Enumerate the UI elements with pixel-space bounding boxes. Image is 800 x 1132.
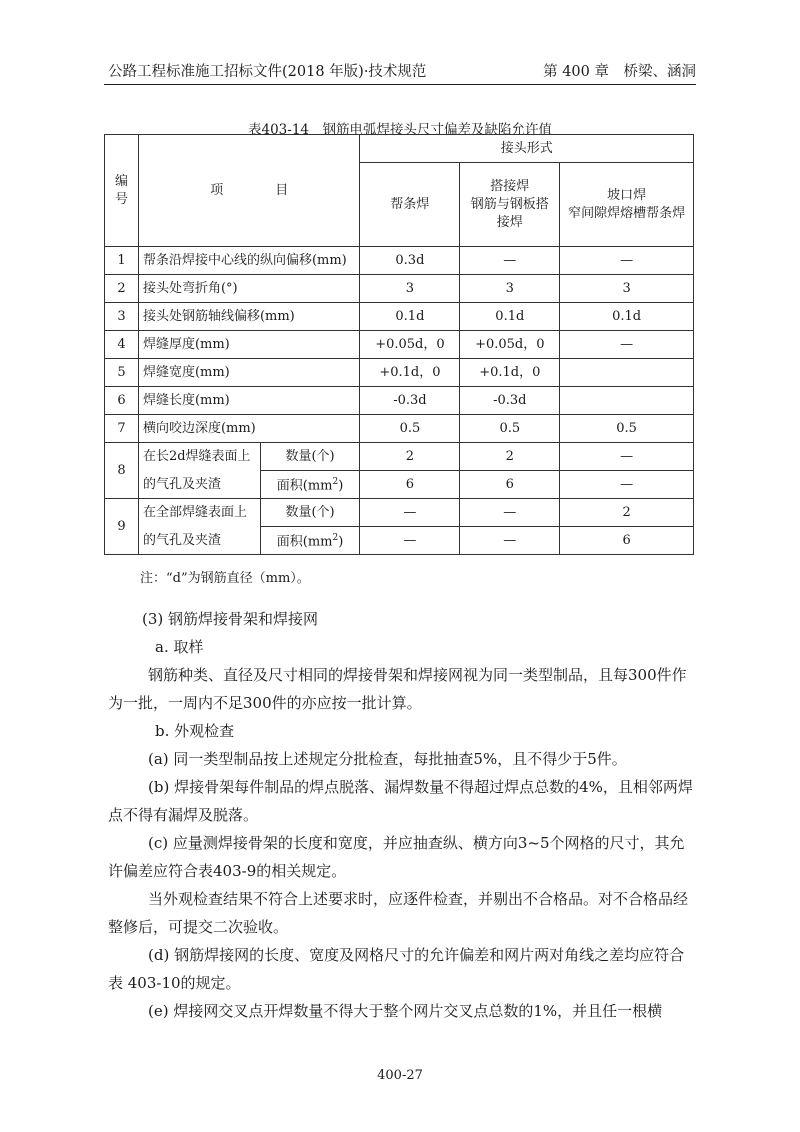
th-col1: 帮条焊 [360,163,460,247]
header-document-title: 公路工程标准施工招标文件(2018 年版)·技术规范 [108,64,427,80]
paragraph: (e) 焊接网交叉点开焊数量不得大于整个网片交叉点总数的1%，并且任一根横 [148,1002,663,1020]
table-row: 面积$(mm^2)$ 6 6 — [105,471,694,499]
table-row: 9 在全部焊缝表面上 的气孔及夹渣 数量(个) — — 2 [105,499,694,527]
paragraph: (b) 焊接骨架每件制品的焊点脱落、漏焊数量不得超过焊点总数的4%，且相邻两焊点不得有漏焊及脱落。 [108,778,693,824]
section-heading: (3) 钢筋焊接骨架和焊接网 [142,610,319,628]
th-num: 编号 [105,135,139,247]
paragraph: (d) 钢筋焊接网的长度、宽度及网格尺寸的允许偏差和网片两对角线之差均应符合表 403-10的规定。 [108,946,685,992]
table-title: 表403-14 钢筋电弧焊接头尺寸偏差及缺陷允许值 [247,122,552,138]
subheading-sampling: a. 取样 [155,638,204,656]
table-row: 6 焊缝长度(mm) -0.3d -0.3d [105,387,694,415]
th-col3: 坡口焊 窄间隙焊熔槽帮条焊 [560,163,694,247]
paragraph: 钢筋种类、直径及尺寸相同的焊接骨架和焊接网视为同一类型制品，且每300件作为一批，一周内不足300件的亦应按一批计算。 [108,666,687,712]
table-row: 4 焊缝厚度(mm) +0.05d，0 +0.05d，0 — [105,331,694,359]
table-note: 注：“d”为钢筋直径（mm）。 [140,571,310,586]
table-row: 7 横向咬边深度(mm) 0.5 0.5 0.5 [105,415,694,443]
header-rule [104,84,696,85]
th-item: 项 目 [138,135,360,247]
subheading-visual-check: b. 外观检查 [155,722,235,740]
page-number: 400-27 [377,1068,423,1083]
paragraph: 当外观检查结果不符合上述要求时，应逐件检查，并剔出不合格品。对不合格品经整修后，可提交二次验收。 [108,890,689,936]
th-group: 接头形式 [360,135,694,163]
paragraph: (a) 同一类型制品按上述规定分批检查，每批抽查5%，且不得少于5件。 [148,750,627,768]
tolerance-table [104,134,694,555]
header-chapter: 第 400 章 桥梁、涵洞 [543,64,696,80]
table-row: 3 接头处钢筋轴线偏移(mm) 0.1d 0.1d 0.1d [105,303,694,331]
th-col2: 搭接焊 钢筋与钢板搭接焊 [460,163,560,247]
table-row: 1 帮条沿焊接中心线的纵向偏移(mm) 0.3d — — [105,247,694,275]
table-row: 8 在长2d焊缝表面上 的气孔及夹渣 数量(个) 2 2 — [105,443,694,471]
table-row: 5 焊缝宽度(mm) +0.1d，0 +0.1d，0 [105,359,694,387]
table-row: 面积$(mm^2)$ — — 6 [105,527,694,555]
paragraph: (c) 应量测焊接骨架的长度和宽度，并应抽查纵、横方向3~5个网格的尺寸，其允许偏差应符合表403-9的相关规定。 [108,834,685,880]
table-row: 2 接头处弯折角(°) 3 3 3 [105,275,694,303]
